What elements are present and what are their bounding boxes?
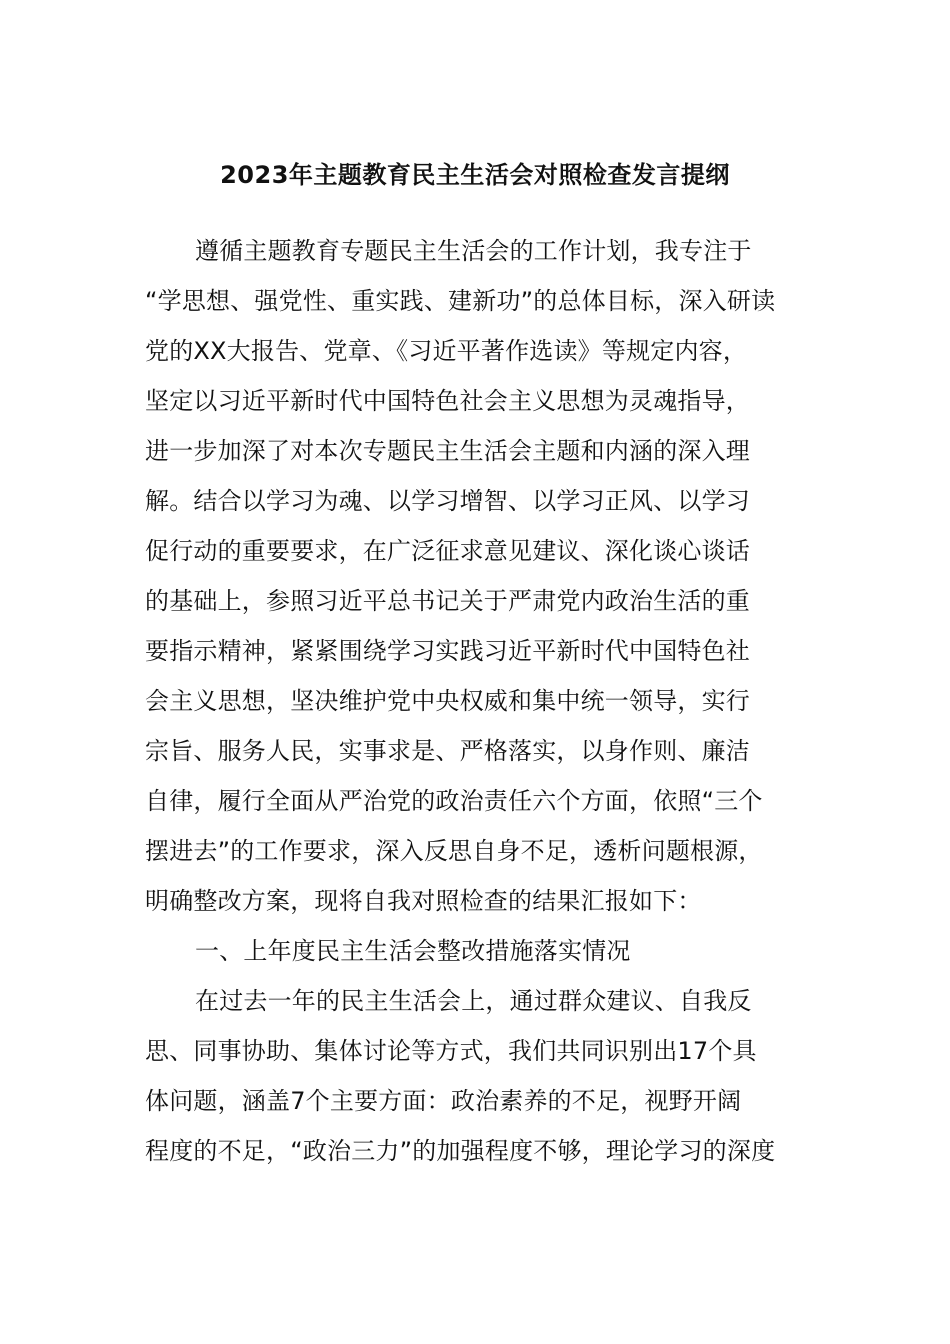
paragraph-line: 的基础上，参照习近平总书记关于严肃党内政治生活的重: [145, 587, 750, 615]
paragraph-line: 解。结合以学习为魂、以学习增智、以学习正风、以学习: [145, 487, 750, 515]
paragraph-line: 宗旨、服务人民，实事求是、严格落实，以身作则、廉洁: [145, 737, 750, 765]
paragraph-line: 坚定以习近平新时代中国特色社会主义思想为灵魂指导，: [145, 387, 750, 415]
section-heading: 一、上年度民主生活会整改措施落实情况: [195, 937, 631, 965]
paragraph-line: 摆进去”的工作要求，深入反思自身不足，透析问题根源，: [145, 837, 763, 865]
paragraph-line: 自律，履行全面从严治党的政治责任六个方面，依照“三个: [145, 787, 763, 815]
paragraph-line: 进一步加深了对本次专题民主生活会主题和内涵的深入理: [145, 437, 750, 465]
paragraph-line: 在过去一年的民主生活会上，通过群众建议、自我反: [195, 987, 752, 1015]
paragraph-line: 明确整改方案，现将自我对照检查的结果汇报如下：: [145, 887, 702, 915]
paragraph-line: “学思想、强党性、重实践、建新功”的总体目标，深入研读: [145, 287, 776, 315]
paragraph-line: 要指示精神，紧紧围绕学习实践习近平新时代中国特色社: [145, 637, 750, 665]
document-title: 2023年主题教育民主生活会对照检查发言提纲: [220, 161, 730, 189]
paragraph-line: 党的XX大报告、党章、《习近平著作选读》等规定内容，: [145, 337, 748, 365]
paragraph-line: 体问题，涵盖7个主要方面：政治素养的不足，视野开阔: [145, 1087, 742, 1115]
paragraph-line: 促行动的重要要求，在广泛征求意见建议、深化谈心谈话: [145, 537, 750, 565]
paragraph-line: 思、同事协助、集体讨论等方式，我们共同识别出17个具: [145, 1037, 757, 1065]
paragraph-line: 会主义思想，坚决维护党中央权威和集中统一领导，实行: [145, 687, 750, 715]
paragraph-line: 程度的不足，“政治三力”的加强程度不够，理论学习的深度: [145, 1137, 776, 1165]
paragraph-line: 遵循主题教育专题民主生活会的工作计划，我专注于: [195, 237, 752, 265]
